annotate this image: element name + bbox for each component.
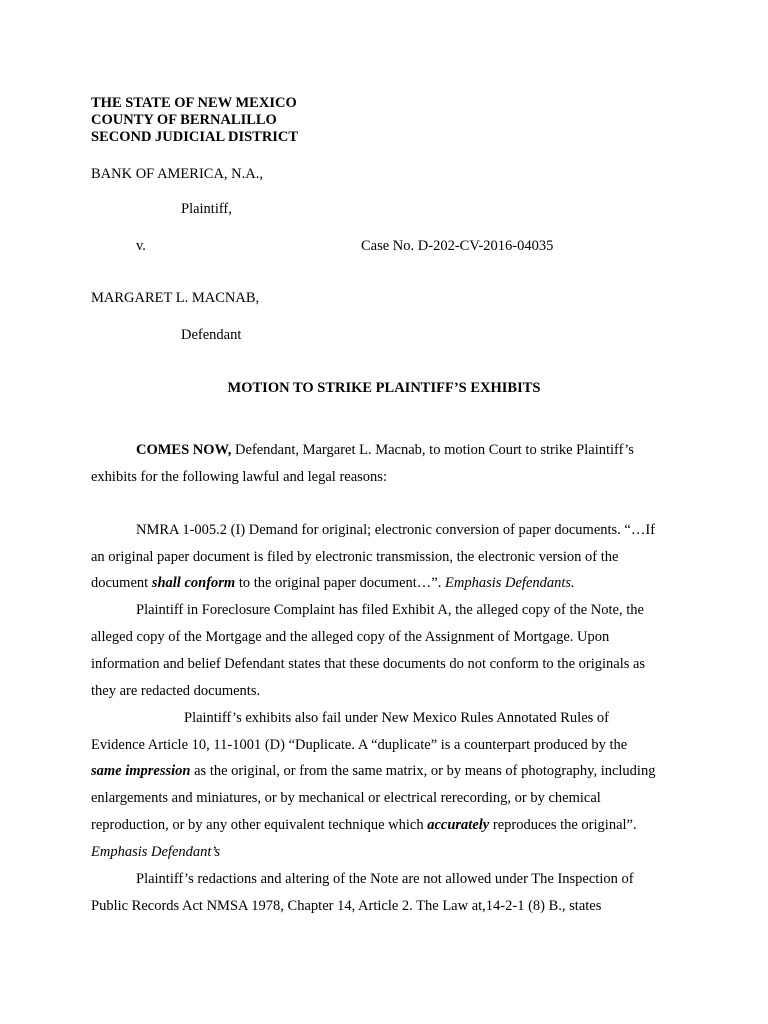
p1-line-1: NMRA 1-005.2 (I) Demand for original; electronic conversion of paper documents. “…If — [136, 522, 656, 538]
p2-line-4: they are redacted documents. — [91, 683, 261, 699]
versus: v. — [136, 238, 146, 254]
intro-line-1 — [136, 442, 634, 459]
p1-emphasis-note: Emphasis Defendants. — [445, 575, 575, 591]
document-title: MOTION TO STRIKE PLAINTIFF’S EXHIBITS — [227, 380, 541, 396]
defendant-name: MARGARET L. MACNAB, — [91, 290, 260, 306]
p3-line-5 — [91, 817, 637, 834]
p4-line-1: Plaintiff’s redactions and altering of the Note are not allowed under The Inspection of — [136, 871, 634, 887]
p3-text: as the original, or from the same matrix, or by means of photography, including — [190, 763, 656, 779]
p3-emphasis: same impression — [91, 763, 191, 779]
p3-line-3 — [91, 763, 655, 780]
p3-line-6: Emphasis Defendant’s — [91, 844, 221, 860]
comes-now: COMES NOW, — [136, 442, 232, 458]
defendant-role: Defendant — [181, 327, 242, 343]
p1-text-a: document — [91, 575, 152, 591]
p3-emphasis-2: accurately — [427, 817, 490, 833]
p3-text-c: reproduces the original”. — [489, 817, 637, 833]
intro-line-2: exhibits for the following lawful and legal reasons: — [91, 469, 387, 485]
p3-text-a: reproduction, or by any other equivalent technique which — [91, 817, 428, 833]
p2-line-2: alleged copy of the Mortgage and the alleged copy of the Assignment of Mortgage. Upon — [91, 629, 610, 645]
p4-line-2: Public Records Act NMSA 1978, Chapter 14, Article 2. The Law at,14-2-1 (8) B., states — [91, 898, 602, 914]
plaintiff-name: BANK OF AMERICA, N.A., — [91, 166, 264, 182]
court-district: SECOND JUDICIAL DISTRICT — [91, 129, 299, 145]
plaintiff-role: Plaintiff, — [181, 201, 232, 217]
p3-line-1: Plaintiff’s exhibits also fail under New Mexico Rules Annotated Rules of — [184, 710, 609, 726]
p3-line-4: enlargements and miniatures, or by mechanical or electrical rerecording, or by chemical — [91, 790, 601, 806]
p2-line-1: Plaintiff in Foreclosure Complaint has filed Exhibit A, the alleged copy of the Note, the — [136, 602, 644, 618]
p1-line-3 — [91, 575, 575, 592]
intro-text: Defendant, Margaret L. Macnab, to motion Court to strike Plaintiff’s — [231, 442, 634, 458]
p1-line-2: an original paper document is filed by electronic transmission, the electronic version of the — [91, 549, 619, 565]
p1-emphasis: shall conform — [151, 575, 236, 591]
case-number: Case No. D-202-CV-2016-04035 — [361, 238, 554, 254]
court-county: COUNTY OF BERNALILLO — [91, 112, 277, 128]
p3-line-2: Evidence Article 10, 11-1001 (D) “Duplicate. A “duplicate” is a counterpart produced by the — [91, 737, 628, 753]
p1-text-c: to the original paper document…”. — [235, 575, 445, 591]
court-state: THE STATE OF NEW MEXICO — [91, 95, 297, 111]
p2-line-3: information and belief Defendant states that these documents do not conform to the originals as — [91, 656, 646, 672]
